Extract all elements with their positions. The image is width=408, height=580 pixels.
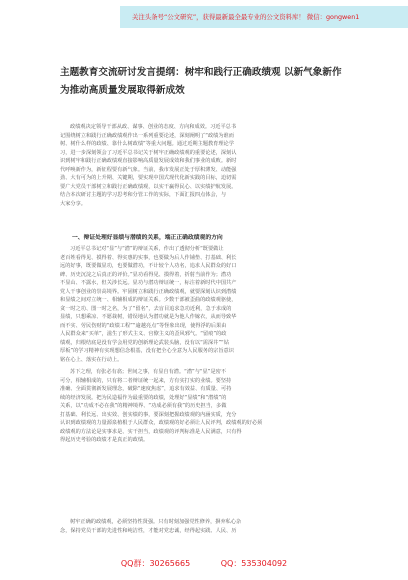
text-line: 习近平总书记对“显”与“潜”的辩证关系，作出了透彻分析“既要做让	[70, 246, 224, 252]
text-line: 绩观，归根结底是没有学会用党的创新理论武装头脑，没有以“需深井”“钻	[60, 339, 229, 346]
text-line: 人民群众来“买单”，滋生了形式主义、官僚主义的歪风邪气。“留痕”的政	[60, 331, 227, 337]
text-line: 和显绩之间对立统一、相辅相成的辩证关系。少数干部被歪曲的政绩观驱使，	[60, 297, 237, 303]
section-heading: 一、辩证处理好显绩与潜绩的关系，端正正确政绩观的方向	[72, 235, 223, 241]
text-line: 树牢正确的政绩观，必须坚持性贤强。只有时刻加强党性修养，摒弃私心杂	[70, 519, 242, 525]
text-line: 铭在心上、落实在行动上。	[60, 356, 123, 363]
text-line: 不显山、不露水，但关涉长远。显功与潜功辩证统一，标注着新时代中国共产	[60, 280, 237, 286]
document-title	[60, 64, 360, 100]
text-line: 要广大党员干部树立和践行正确政绩观，以实干赢得民心、以实绩护航发展。	[60, 183, 237, 190]
text-line: 碑、历史沉淀之后真正的评价。”显功看得见、摸得着，折射当前作为；潜功	[60, 271, 232, 278]
promo-banner[interactable]: 关注头条号“公文研究”，获得最新最全最专业的公文资料库！ 微信：gongwen1	[120, 6, 408, 28]
paragraph-intro	[60, 123, 350, 208]
text-line: 党人干事创业的崇高境界。牢固树立和践行正确政绩观，就要深刻认识到潜绩	[60, 288, 237, 295]
text-line: 显绩，只想乘凉、不愿栽树，错误地认为潜功就是为他人作嫁衣，从而导致华	[60, 314, 237, 320]
text-line: 树、树什么样的政绩、靠什么树政绩”等重大问题。通过近期主题教育理论学	[60, 141, 234, 147]
text-line: 大家分享。	[60, 200, 86, 207]
paragraph-body	[60, 245, 350, 445]
text-line: 贪一时之功、图一时之名，为了“留名”，去盲目追求急功近利，急于求成的	[60, 305, 232, 312]
text-line: 结合本次研讨主题的学习思考和分管工作的实际，下面汇报四点体会，与	[60, 192, 227, 198]
paragraph-closing	[60, 518, 350, 535]
text-line: 苏下之理，有张必有翕；世间之事，有显自有潜。“潜”与“显”是密不	[70, 369, 227, 375]
text-line: 记围绕树立和践行正确政绩观作出一系列重要论述，深刻阐明了“政绩为谁而	[60, 132, 234, 139]
text-line: 打基础、利长远、出实效、创实绩的事，要深刻把握政绩观的内涵实质，充分	[60, 411, 237, 418]
text-line: 厚板”的学习精神有实现想信念根基，没有把全心全意为人民服务的宗旨意识	[60, 348, 234, 354]
text-line: 关系，以“功成不必在我”的精神境界、“功成必须有我”的历史担当，多做	[60, 403, 227, 409]
text-line: 远的好事，既要做显功，也要做潜功，不计较个人功名，追求人民群众的好口	[60, 263, 237, 269]
text-line: 续的经济发展。把为民造福作为最重要的政绩，处理好“显绩”和“潜绩”的	[60, 394, 227, 401]
text-line: 而不实、劳民伤财的“政绩工程”“逾越亮点”等怪象出现，使得浮的后果由	[60, 322, 227, 329]
footer-contact	[0, 548, 408, 580]
footer-qq-group[interactable]: QQ群：30265665	[120, 559, 191, 568]
text-line: 念，保持党员干部的先进性和纯洁性，才能对党忠诚，经得起实践、人民、历	[60, 527, 237, 534]
footer-qq[interactable]: QQ：535304092	[220, 559, 288, 568]
text-line: 代呼唤新作为，新征程要有新气象。当前，我市发展正处于厚积薄发、动能强	[60, 166, 237, 173]
text-line: 习，进一步深刻领会了习近平总书记关于树牢正确政绩观的重要论述，深刻认	[60, 149, 237, 156]
text-line: 劲、大有可为的上升期、关键期，要实现中国式现代化新实践的目标，迫切需	[60, 175, 237, 181]
title-line-2: 为推动高质量发展取得新成效	[60, 85, 185, 96]
text-line: 识到树牢和践行正确政绩观直接影响高质量发展成效和我们事业的成败。新时	[60, 158, 237, 164]
title-line-1: 主题教育交流研讨发言提纲：树牢和践行正确政绩观 以新气象新作	[60, 67, 342, 78]
text-line: 认识到政绩观的力量源泉植根于人民群众，政绩观的好必须让人民评判，政绩观的好必须	[60, 420, 263, 426]
text-line: 可分，相辅相成的，只有将二者辩证统一起来，方有实打实的业绩。要坚持	[60, 377, 232, 384]
text-line: 准确、全面贯彻新发展理念，破除“速度焦虑”，追求有效益、有质量、可持	[60, 386, 232, 392]
text-line: 政绩观的方法论是实事求是、实干担当，政绩观的评判标准是人民满意，只有得	[60, 428, 242, 435]
text-line: 得起历史考验的政绩才是真正的政绩。	[60, 437, 149, 443]
text-line: 政绩观决定领导干部从政、谋事、创业的态度、方向和成效。习近平总书	[70, 124, 237, 130]
text-line: 老百姓看得见、摸得着、得实惠的实事，也要做为后人作铺垫、打基础、利长	[60, 254, 237, 261]
